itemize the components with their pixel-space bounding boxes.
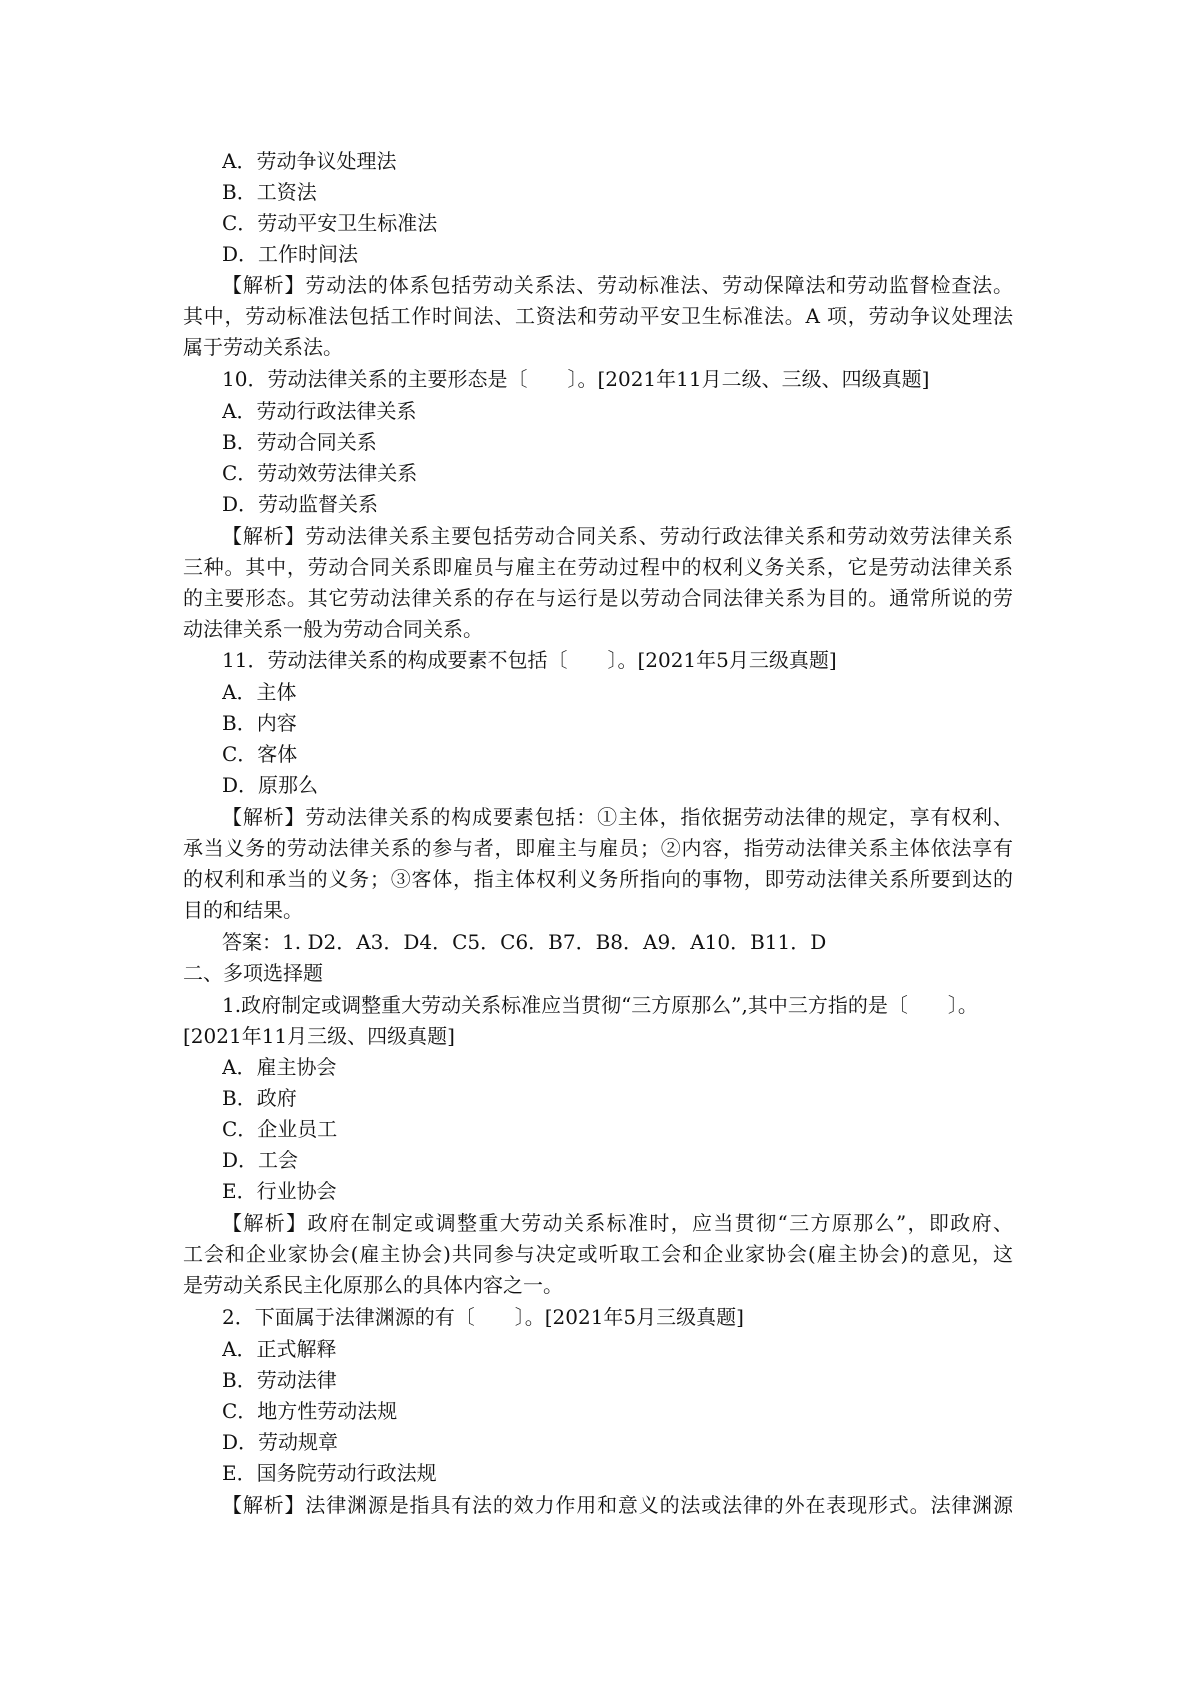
analysis-line: 的权利和承当的义务；③客体，指主体权利义务所指向的事物，即劳动法律关系所要到达的: [183, 867, 1013, 891]
option-a: A．正式解释: [222, 1337, 337, 1361]
analysis-line: 【解析】劳动法的体系包括劳动关系法、劳动标准法、劳动保障法和劳动监督检查法。: [222, 273, 1013, 297]
option-e: E．行业协会: [222, 1179, 337, 1203]
analysis-line: 目的和结果。: [183, 898, 303, 922]
option-c: C．劳动平安卫生标准法: [222, 211, 438, 235]
question-10: 10．劳动法律关系的主要形态是〔 〕。[2021年11月二级、三级、四级真题]: [222, 367, 930, 391]
analysis-line: 【解析】法律渊源是指具有法的效力作用和意义的法或法律的外在表现形式。法律渊源: [222, 1493, 1013, 1517]
option-b: B．劳动法律: [222, 1368, 337, 1392]
analysis-line: 动法律关系一般为劳动合同关系。: [183, 617, 483, 641]
option-d: D．劳动规章: [222, 1430, 339, 1454]
analysis-line: 是劳动关系民主化原那么的具体内容之一。: [183, 1273, 563, 1297]
option-c: C．地方性劳动法规: [222, 1399, 398, 1423]
option-b: B．内容: [222, 711, 297, 735]
option-d: D．工会: [222, 1148, 299, 1172]
analysis-line: 【解析】政府在制定或调整重大劳动关系标准时，应当贯彻“三方原那么”，即政府、: [222, 1211, 1013, 1235]
option-a: A．劳动争议处理法: [222, 149, 397, 173]
analysis-line: 属于劳动关系法。: [183, 335, 343, 359]
question-2: 2．下面属于法律渊源的有〔 〕。[2021年5月三级真题]: [222, 1305, 744, 1329]
section-heading: 二、多项选择题: [183, 961, 323, 985]
question-11: 11．劳动法律关系的构成要素不包括〔 〕。[2021年5月三级真题]: [222, 648, 837, 672]
option-a: A．主体: [222, 680, 297, 704]
analysis-line: 承当义务的劳动法律关系的参与者，即雇主与雇员；②内容，指劳动法律关系主体依法享有: [183, 836, 1013, 860]
analysis-line: 工会和企业家协会(雇主协会)共同参与决定或听取工会和企业家协会(雇主协会)的意见，这: [183, 1242, 1013, 1266]
analysis-line: 其中，劳动标准法包括工作时间法、工资法和劳动平安卫生标准法。A 项，劳动争议处理法: [183, 304, 1013, 328]
option-c: C．劳动效劳法律关系: [222, 461, 418, 485]
option-b: B．工资法: [222, 180, 317, 204]
analysis-line: 【解析】劳动法律关系的构成要素包括：①主体，指依据劳动法律的规定，享有权利、: [222, 805, 1013, 829]
answer-key: 答案：1. D2．A3．D4．C5．C6．B7．B8．A9．A10．B11．D: [222, 930, 827, 954]
option-a: A．劳动行政法律关系: [222, 399, 417, 423]
option-c: C．企业员工: [222, 1117, 338, 1141]
option-d: D．劳动监督关系: [222, 492, 379, 516]
option-a: A．雇主协会: [222, 1055, 337, 1079]
option-d: D．原那么: [222, 773, 319, 797]
option-b: B．劳动合同关系: [222, 430, 377, 454]
question-1: 1.政府制定或调整重大劳动关系标准应当贯彻“三方原那么”,其中三方指的是〔 〕。: [222, 993, 978, 1017]
option-e: E．国务院劳动行政法规: [222, 1461, 437, 1485]
analysis-line: 【解析】劳动法律关系主要包括劳动合同关系、劳动行政法律关系和劳动效劳法律关系: [222, 524, 1013, 548]
analysis-line: 的主要形态。其它劳动法律关系的存在与运行是以劳动合同法律关系为目的。通常所说的劳: [183, 586, 1013, 610]
option-c: C．客体: [222, 742, 298, 766]
option-d: D．工作时间法: [222, 242, 359, 266]
analysis-line: 三种。其中，劳动合同关系即雇员与雇主在劳动过程中的权利义务关系，它是劳动法律关系: [183, 555, 1013, 579]
question-1-source: [2021年11月三级、四级真题]: [183, 1024, 455, 1048]
option-b: B．政府: [222, 1086, 297, 1110]
